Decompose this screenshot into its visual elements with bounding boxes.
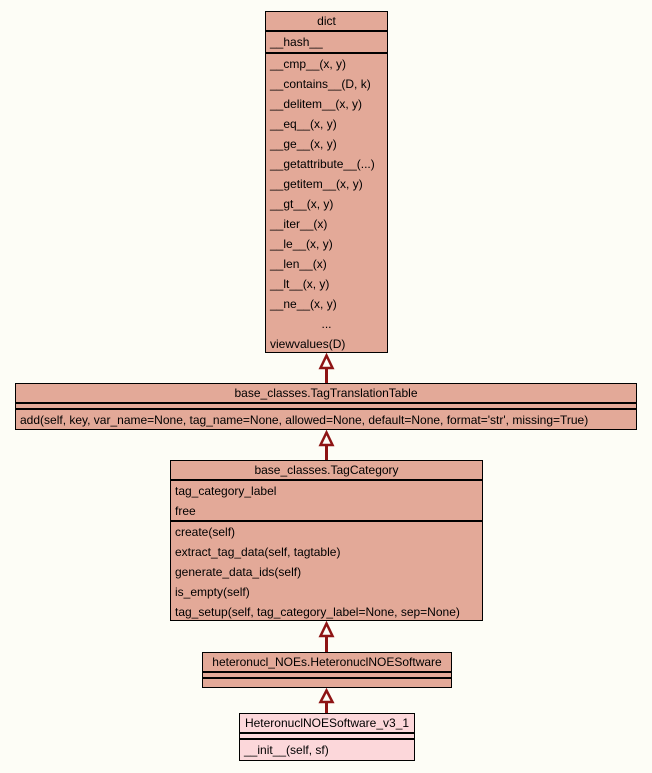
class-box-tagcategory	[170, 460, 483, 621]
member-row: tag_setup(self, tag_category_label=None, sep=None)	[175, 604, 460, 619]
member-row: free	[175, 503, 196, 518]
class-box-dict	[265, 11, 388, 353]
member-row: __lt__(x, y)	[270, 276, 330, 291]
member-row: extract_tag_data(self, tagtable)	[175, 544, 341, 559]
member-row: tag_category_label	[175, 483, 277, 498]
member-row: __getattribute__(...)	[270, 156, 375, 171]
methods-compartment	[203, 679, 451, 685]
methods-compartment	[266, 54, 387, 352]
member-row: __ne__(x, y)	[270, 296, 337, 311]
member-row: viewvalues(D)	[270, 336, 346, 351]
methods-compartment	[16, 410, 636, 429]
member-row: __cmp__(x, y)	[270, 56, 347, 71]
member-row: __ge__(x, y)	[270, 136, 337, 151]
member-row: generate_data_ids(self)	[175, 564, 302, 579]
class-title: base_classes.TagCategory	[171, 461, 482, 481]
member-row: __len__(x)	[270, 256, 327, 271]
member-row: __gt__(x, y)	[270, 196, 334, 211]
member-row: create(self)	[175, 524, 236, 539]
inheritance-arrow	[318, 354, 335, 383]
class-title: base_classes.TagTranslationTable	[16, 384, 636, 404]
member-row: __hash__	[270, 34, 323, 49]
class-title: HeteronuclNOESoftware_v3_1	[240, 714, 414, 734]
member-row: __eq__(x, y)	[270, 116, 337, 131]
inheritance-arrow	[318, 431, 335, 460]
member-row: add(self, key, var_name=None, tag_name=None, allowed=None, default=None, format='str', missing=True)	[20, 412, 589, 427]
class-box-heteronuclnoesoftware-v3-1	[239, 713, 415, 761]
member-row: __delitem__(x, y)	[270, 96, 363, 111]
attributes-compartment	[171, 481, 482, 522]
member-row: __init__(self, sf)	[244, 743, 329, 757]
member-row: __contains__(D, k)	[270, 76, 371, 91]
member-row: __le__(x, y)	[270, 236, 333, 251]
member-row: ...	[321, 316, 332, 331]
member-row: __iter__(x)	[270, 216, 328, 231]
inheritance-arrow	[318, 689, 335, 713]
class-title: dict	[266, 12, 387, 32]
class-title: heteronucl_NOEs.HeteronuclNOESoftware	[203, 653, 451, 673]
methods-compartment	[240, 740, 414, 760]
attributes-compartment	[266, 32, 387, 54]
member-row: is_empty(self)	[175, 584, 250, 599]
class-box-tagtranslationtable	[15, 383, 637, 430]
class-box-heteronuclnoesoftware	[202, 652, 452, 688]
inheritance-arrow	[318, 622, 335, 652]
methods-compartment	[171, 522, 482, 620]
member-row: __getitem__(x, y)	[270, 176, 363, 191]
